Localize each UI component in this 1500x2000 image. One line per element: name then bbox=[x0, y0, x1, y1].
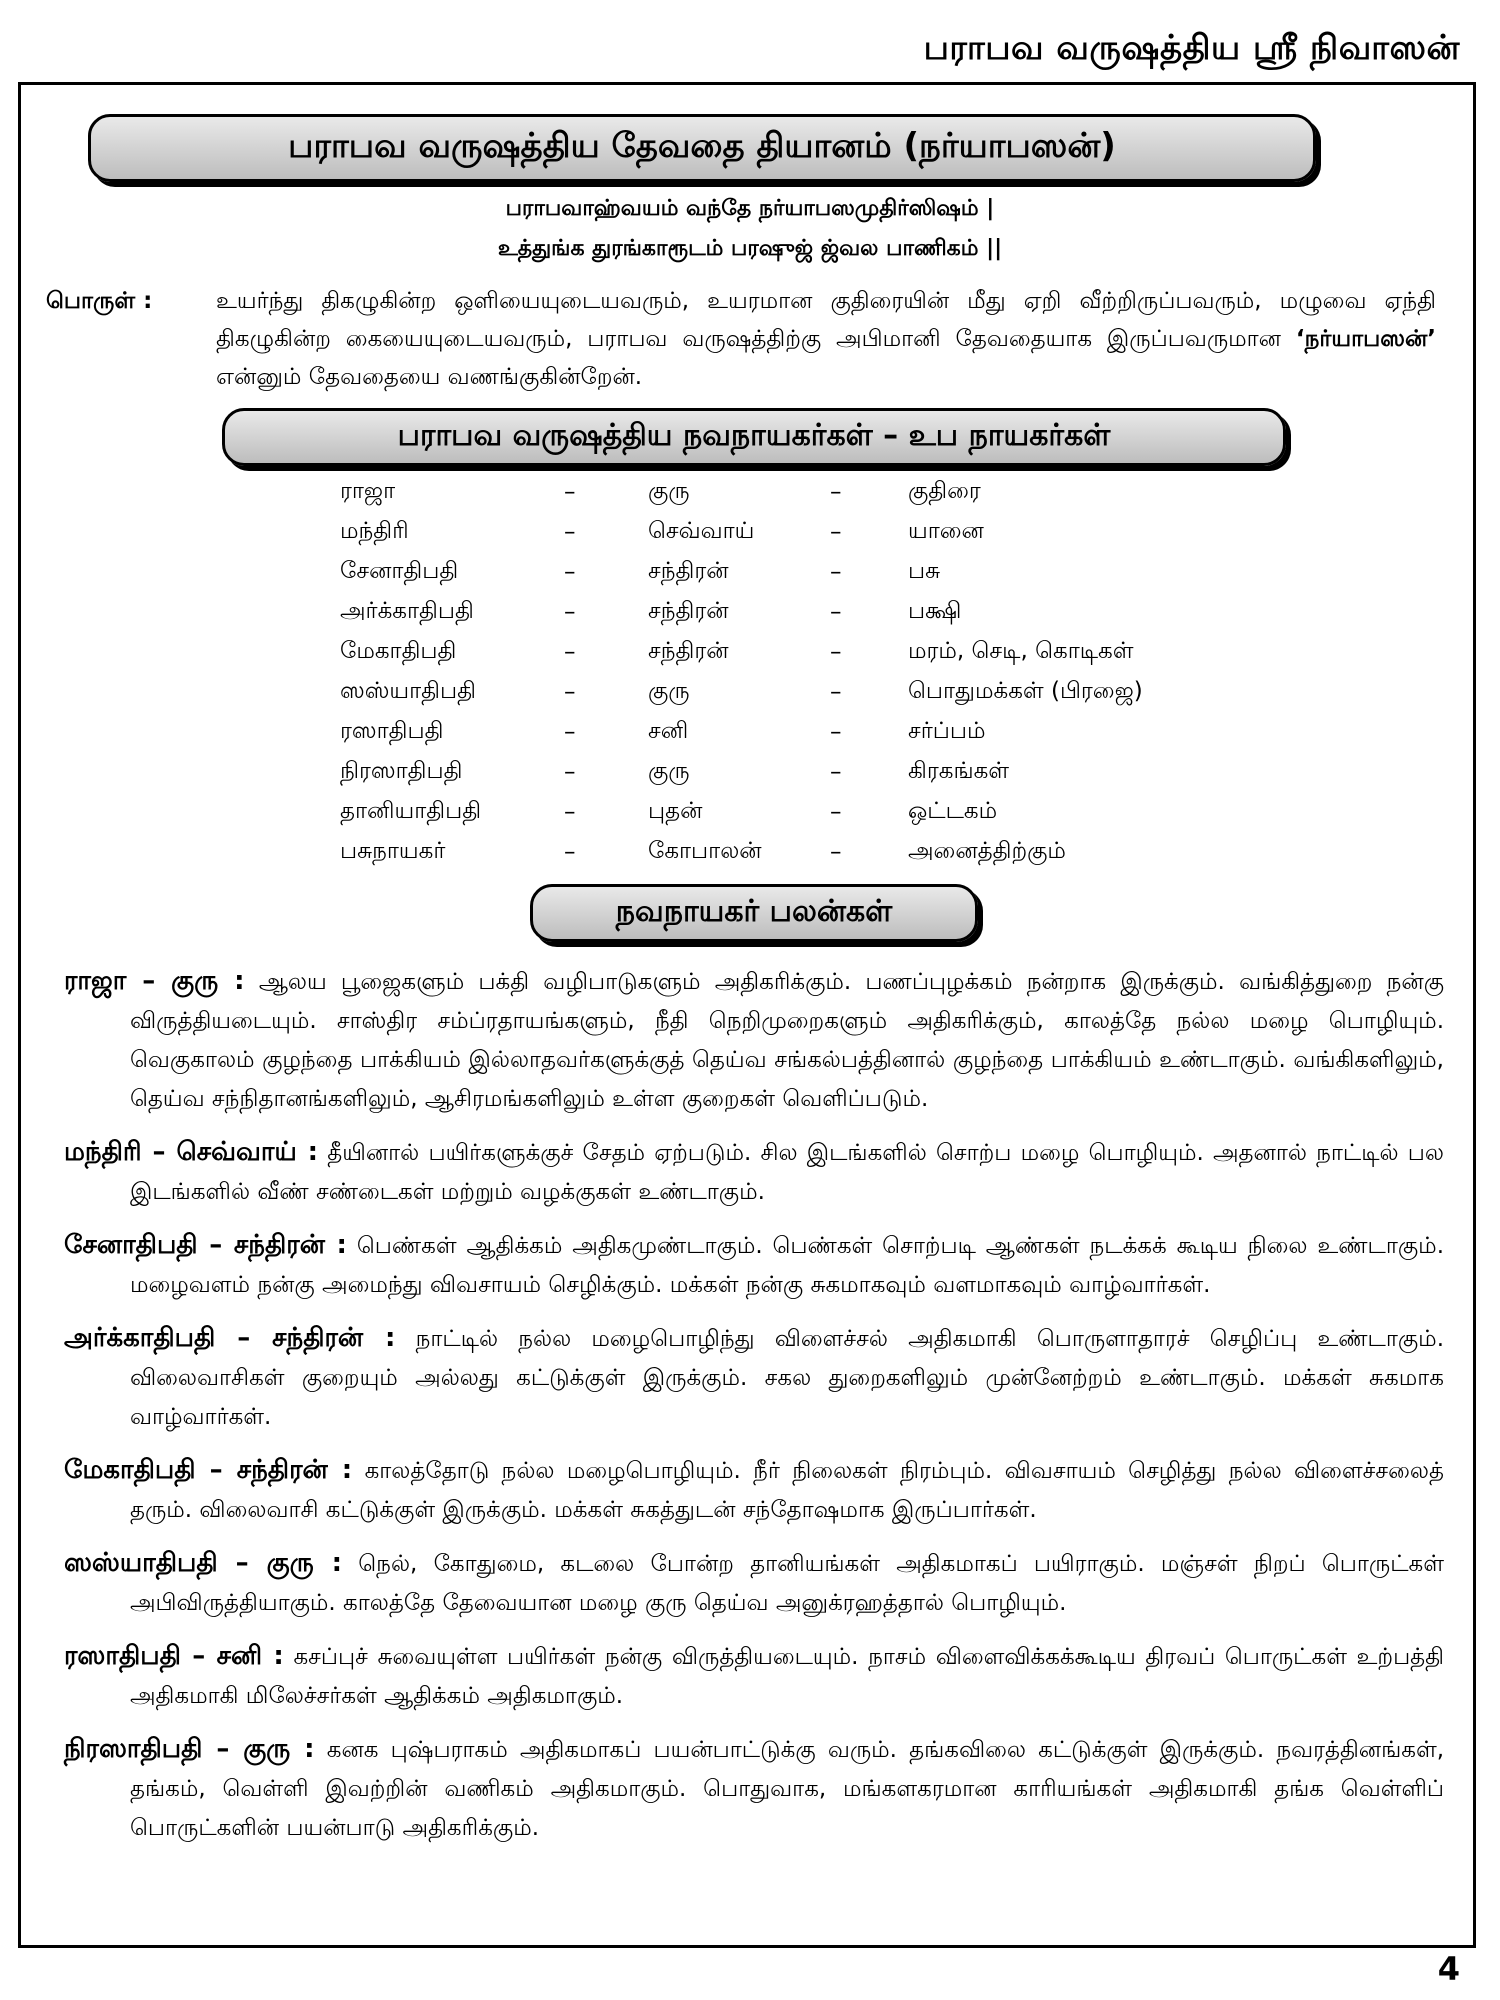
dash: – bbox=[564, 679, 576, 705]
lord-planet: குரு bbox=[648, 477, 690, 504]
lord-row bbox=[340, 592, 1143, 632]
sub-lord: மரம், செடி, கொடிகள் bbox=[908, 637, 1134, 664]
effect-lead: நிரஸாதிபதி – குரு : bbox=[64, 1734, 315, 1764]
effect-lead: மேகாதிபதி – சந்திரன் : bbox=[64, 1455, 353, 1485]
effect-paragraph bbox=[64, 1730, 1444, 1848]
lord-office: ரஸாதிபதி bbox=[340, 717, 444, 744]
effects-banner: நவநாயகர் பலன்கள் bbox=[530, 884, 978, 942]
dash: – bbox=[830, 679, 842, 705]
effect-paragraph bbox=[64, 1133, 1444, 1212]
meaning-text bbox=[216, 282, 1436, 396]
dash: – bbox=[830, 839, 842, 865]
lord-office: பசுநாயகர் bbox=[340, 837, 446, 864]
effect-lead: ஸஸ்யாதிபதி – குரு : bbox=[64, 1548, 343, 1578]
lord-planet: சந்திரன் bbox=[648, 597, 729, 624]
meaning-label: பொருள் : bbox=[46, 288, 153, 314]
dash: – bbox=[564, 839, 576, 865]
lord-office: சேனாதிபதி bbox=[340, 557, 459, 584]
sub-lord: அனைத்திற்கும் bbox=[908, 837, 1066, 864]
sub-lord: சர்ப்பம் bbox=[908, 717, 986, 744]
deity-name: ‘நர்யாபஸன்’ bbox=[1295, 326, 1436, 352]
dash: – bbox=[564, 599, 576, 625]
lords-table bbox=[340, 472, 1143, 872]
sloka-line-2: உத்துங்க துரங்காரூடம் பரஷுஜ் ஜ்வல பாணிகம் || bbox=[497, 236, 1003, 261]
effect-paragraph bbox=[64, 1319, 1444, 1437]
lord-planet: குரு bbox=[648, 677, 690, 704]
lord-planet: சந்திரன் bbox=[648, 557, 729, 584]
lord-row bbox=[340, 792, 1143, 832]
sub-lord: கிரகங்கள் bbox=[908, 757, 1010, 784]
effects-section bbox=[64, 962, 1444, 1862]
sloka-line-1: பராபவாஹ்வயம் வந்தே நர்யாபஸமுதிர்ஸிஷம் | bbox=[505, 196, 995, 221]
effect-paragraph bbox=[64, 1451, 1444, 1530]
effect-lead: சேனாதிபதி – சந்திரன் : bbox=[64, 1230, 347, 1260]
dash: – bbox=[564, 519, 576, 545]
sub-lord: பக்ஷி bbox=[908, 597, 962, 624]
meaning-text-before: உயர்ந்து திகழுகின்ற ஒளியையுடையவரும், உயரமான குதிரையின் மீது ஏறி வீற்றிருப்பவரும், மழுவை ஏந்தி திகழுகின்ற கையையுடையவரும், பராபவ வருஷத்திற்கு அபிமானி தேவதையாக இருப்பவருமான bbox=[216, 288, 1436, 352]
dash: – bbox=[830, 799, 842, 825]
lord-planet: குரு bbox=[648, 757, 690, 784]
running-title: பராபவ வருஷத்திய ஸ்ரீ நிவாஸன் bbox=[923, 28, 1460, 68]
lord-row bbox=[340, 672, 1143, 712]
effect-lead: ராஜா – குரு : bbox=[64, 966, 245, 996]
dash: – bbox=[564, 719, 576, 745]
lord-office: தானியாதிபதி bbox=[340, 797, 482, 824]
effect-text: தீயினால் பயிர்களுக்குச் சேதம் ஏற்படும். சில இடங்களில் சொற்ப மழை பொழியும். அதனால் நாட்டில் பல இடங்களில் வீண் சண்டைகள் மற்றும் வழக்குகள் உண்டாகும். bbox=[130, 1140, 1444, 1205]
effect-text: காலத்தோடு நல்ல மழைபொழியும். நீர் நிலைகள் நிரம்பும். விவசாயம் செழித்து நல்ல விளைச்சலைத் தரும். விலைவாசி கட்டுக்குள் இருக்கும். மக்கள் சுகத்துடன் சந்தோஷமாக இருப்பார்கள். bbox=[130, 1458, 1444, 1523]
dash: – bbox=[564, 799, 576, 825]
page-number: 4 bbox=[1437, 1950, 1460, 1988]
dash: – bbox=[830, 519, 842, 545]
effect-paragraph bbox=[64, 1226, 1444, 1305]
dash: – bbox=[830, 719, 842, 745]
lord-office: ராஜா bbox=[340, 477, 396, 504]
sub-lord: குதிரை bbox=[908, 477, 981, 504]
lords-banner: பராபவ வருஷத்திய நவநாயகர்கள் – உப நாயகர்கள் bbox=[222, 408, 1286, 466]
lord-row bbox=[340, 752, 1143, 792]
effect-lead: மந்திரி – செவ்வாய் : bbox=[64, 1137, 319, 1167]
lord-row bbox=[340, 712, 1143, 752]
effect-text: கசப்புச் சுவையுள்ள பயிர்கள் நன்கு விருத்தியடையும். நாசம் விளைவிக்கக்கூடிய திரவப் பொருட்கள் உற்பத்தி அதிகமாகி மிலேச்சர்கள் ஆதிக்கம் அதிகமாகும். bbox=[130, 1644, 1445, 1709]
lord-office: அர்க்காதிபதி bbox=[340, 597, 474, 624]
dash: – bbox=[830, 479, 842, 505]
effect-paragraph bbox=[64, 1637, 1444, 1716]
effect-text: கனக புஷ்பராகம் அதிகமாகப் பயன்பாட்டுக்கு வரும். தங்கவிலை கட்டுக்குள் இருக்கும். நவரத்தினங்கள், தங்கம், வெள்ளி இவற்றின் வணிகம் அதிகமாகும். பொதுவாக, மங்களகரமான காரியங்கள் அதிகமாகி தங்க வெள்ளிப் பொருட்களின் பயன்பாடு அதிகரிக்கும். bbox=[130, 1737, 1445, 1841]
sub-lord: பொதுமக்கள் (பிரஜை) bbox=[908, 677, 1143, 704]
lord-office: மேகாதிபதி bbox=[340, 637, 457, 664]
lord-office: நிரஸாதிபதி bbox=[340, 757, 463, 784]
effect-paragraph bbox=[64, 962, 1444, 1119]
effect-text: பெண்கள் ஆதிக்கம் அதிகமுண்டாகும். பெண்கள் சொற்படி ஆண்கள் நடக்கக் கூடிய நிலை உண்டாகும். மழைவளம் நன்கு அமைந்து விவசாயம் செழிக்கும். மக்கள் நன்கு சுகமாகவும் வளமாகவும் வாழ்வார்கள். bbox=[130, 1233, 1445, 1298]
effect-lead: ரஸாதிபதி – சனி : bbox=[64, 1641, 284, 1671]
lord-planet: புதன் bbox=[648, 797, 703, 824]
meaning-text-after: என்னும் தேவதையை வணங்குகின்றேன். bbox=[216, 364, 643, 390]
dash: – bbox=[830, 599, 842, 625]
sub-lord: யானை bbox=[908, 517, 984, 544]
lord-planet: சந்திரன் bbox=[648, 637, 729, 664]
dash: – bbox=[564, 639, 576, 665]
lord-row bbox=[340, 632, 1143, 672]
sub-lord: பசு bbox=[908, 557, 941, 584]
lord-row bbox=[340, 832, 1143, 872]
dash: – bbox=[564, 759, 576, 785]
effect-lead: அர்க்காதிபதி – சந்திரன் : bbox=[64, 1323, 396, 1353]
dash: – bbox=[830, 639, 842, 665]
lord-row bbox=[340, 512, 1143, 552]
lord-planet: சனி bbox=[648, 717, 689, 744]
effect-paragraph bbox=[64, 1544, 1444, 1623]
lord-planet: செவ்வாய் bbox=[648, 517, 755, 544]
lord-office: ஸஸ்யாதிபதி bbox=[340, 677, 476, 704]
meaning-paragraph bbox=[46, 282, 1446, 396]
lord-planet: கோபாலன் bbox=[648, 837, 762, 864]
dash: – bbox=[830, 759, 842, 785]
effect-text: நெல், கோதுமை, கடலை போன்ற தானியங்கள் அதிகமாகப் பயிராகும். மஞ்சள் நிறப் பொருட்கள் அபிவிருத்தியாகும். காலத்தே தேவையான மழை குரு தெய்வ அனுக்ரஹத்தால் பொழியும். bbox=[130, 1551, 1444, 1616]
lord-row bbox=[340, 472, 1143, 512]
dash: – bbox=[564, 559, 576, 585]
effect-text: நாட்டில் நல்ல மழைபொழிந்து விளைச்சல் அதிகமாகி பொருளாதாரச் செழிப்பு உண்டாகும். விலைவாசிகள் குறையும் அல்லது கட்டுக்குள் இருக்கும். சகல துறைகளிலும் முன்னேற்றம் உண்டாகும். மக்கள் சுகமாக வாழ்வார்கள். bbox=[130, 1326, 1445, 1430]
lord-row bbox=[340, 552, 1143, 592]
dash: – bbox=[564, 479, 576, 505]
effect-text: ஆலய பூஜைகளும் பக்தி வழிபாடுகளும் அதிகரிக்கும். பணப்புழக்கம் நன்றாக இருக்கும். வங்கித்துறை நன்கு விருத்தியடையும். சாஸ்திர சம்ப்ரதாயங்களும், நீதி நெறிமுறைகளும் அதிகரிக்கும், காலத்தே நல்ல மழை பொழியும். வெகுகாலம் குழந்தை பாக்கியம் இல்லாதவர்களுக்குத் தெய்வ சங்கல்பத்தினால் குழந்தை பாக்கியம் உண்டாகும். வங்கிகளிலும், தெய்வ சந்நிதானங்களிலும், ஆசிரமங்களிலும் உள்ள குறைகள் வெளிப்படும். bbox=[130, 969, 1445, 1112]
lord-office: மந்திரி bbox=[340, 517, 409, 544]
dash: – bbox=[830, 559, 842, 585]
sub-lord: ஒட்டகம் bbox=[908, 797, 998, 824]
deity-dhyanam-banner: பராபவ வருஷத்திய தேவதை தியானம் (நர்யாபஸன்) bbox=[88, 114, 1316, 182]
